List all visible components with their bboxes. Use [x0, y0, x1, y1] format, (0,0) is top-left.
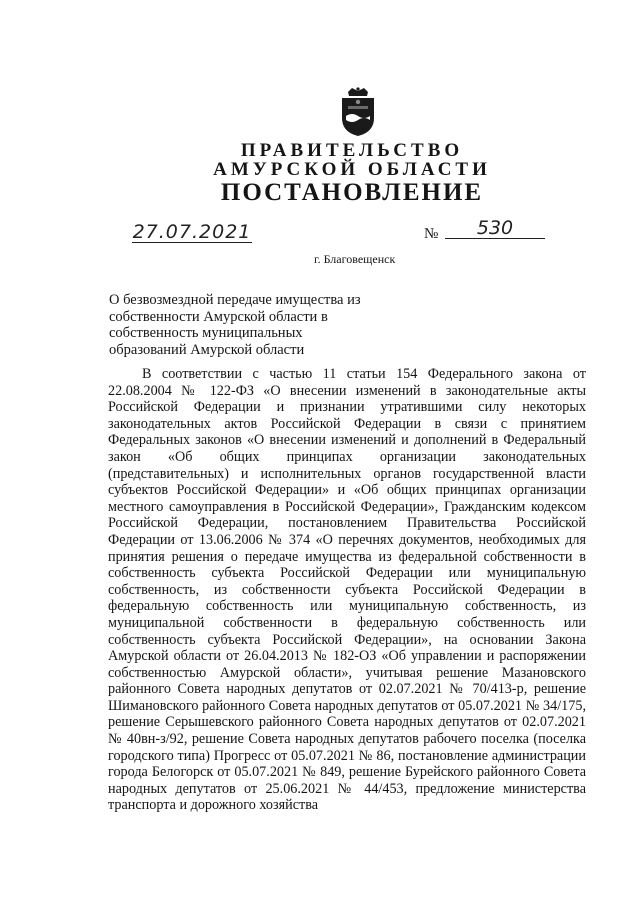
document-subject: О безвозмездной передаче имущества из собственности Амурской области в собственность муниципальных образований Амурской области	[109, 292, 361, 358]
document-body-text: В соответствии с частью 11 статьи 154 Федерального закона от 22.08.2004 № 122-ФЗ «О внесении изменений в законодательные акты Российской Федерации и признании утратившими силу некоторых законодательных актов Российской Федерации в связи с принятием Федеральных законов «О внесении изменений и дополнений в Федеральный закон «Об общих принципах организации законодательных (представительных) и исполнительных органов государственной власти субъектов Российской Федерации» и «Об общих принципах организации местного самоуправления в Российской Федерации», Гражданским кодексом Российской Федерации, постановлением Правительства Российской Федерации от 13.06.2006 № 374 «О перечнях документов, необходимых для принятия решения о передаче имущества из федеральной собственности в собственность субъекта Российской Федерации или муниципальную собственность, из собственности субъекта Российской Федерации в федеральную собственность или муниципальную собственность, из муниципальной собственности в федеральную собственность или собственность субъекта Российской Федерации», на основании Закона Амурской области от 26.04.2013 № 182-ОЗ «Об управлении и распоряжении собственностью Амурской области», учитывая решение Мазановского районного Совета народных депутатов от 02.07.2021 № 70/413-р, решение Шимановского районного Совета народных депутатов от 05.07.2021 № 34/175, решение Серышевского районного Совета народных депутатов от 02.07.2021 № 40вн-з/92, решение Совета народных депутатов рабочего поселка (поселка городского типа) Прогресс от 05.07.2021 № 86, постановление администрации города Белогорск от 05.07.2021 № 849, решение Бурейского районного Совета народных депутатов от 25.06.2021 № 44/453, предложение министерства транспорта и дорожного хозяйства	[108, 366, 586, 814]
city-name: г. Благовещенск	[314, 252, 396, 266]
number-sign: №	[424, 226, 439, 242]
government-name-line2: АМУРСКОЙ ОБЛАСТИ	[213, 159, 491, 180]
document-number: 530	[445, 218, 545, 239]
government-name-line1: ПРАВИТЕЛЬСТВО	[240, 140, 464, 161]
document-date: 27.07.2021	[132, 221, 252, 243]
document-type-title: ПОСТАНОВЛЕНИЕ	[220, 179, 484, 206]
coat-of-arms-icon	[334, 86, 382, 138]
